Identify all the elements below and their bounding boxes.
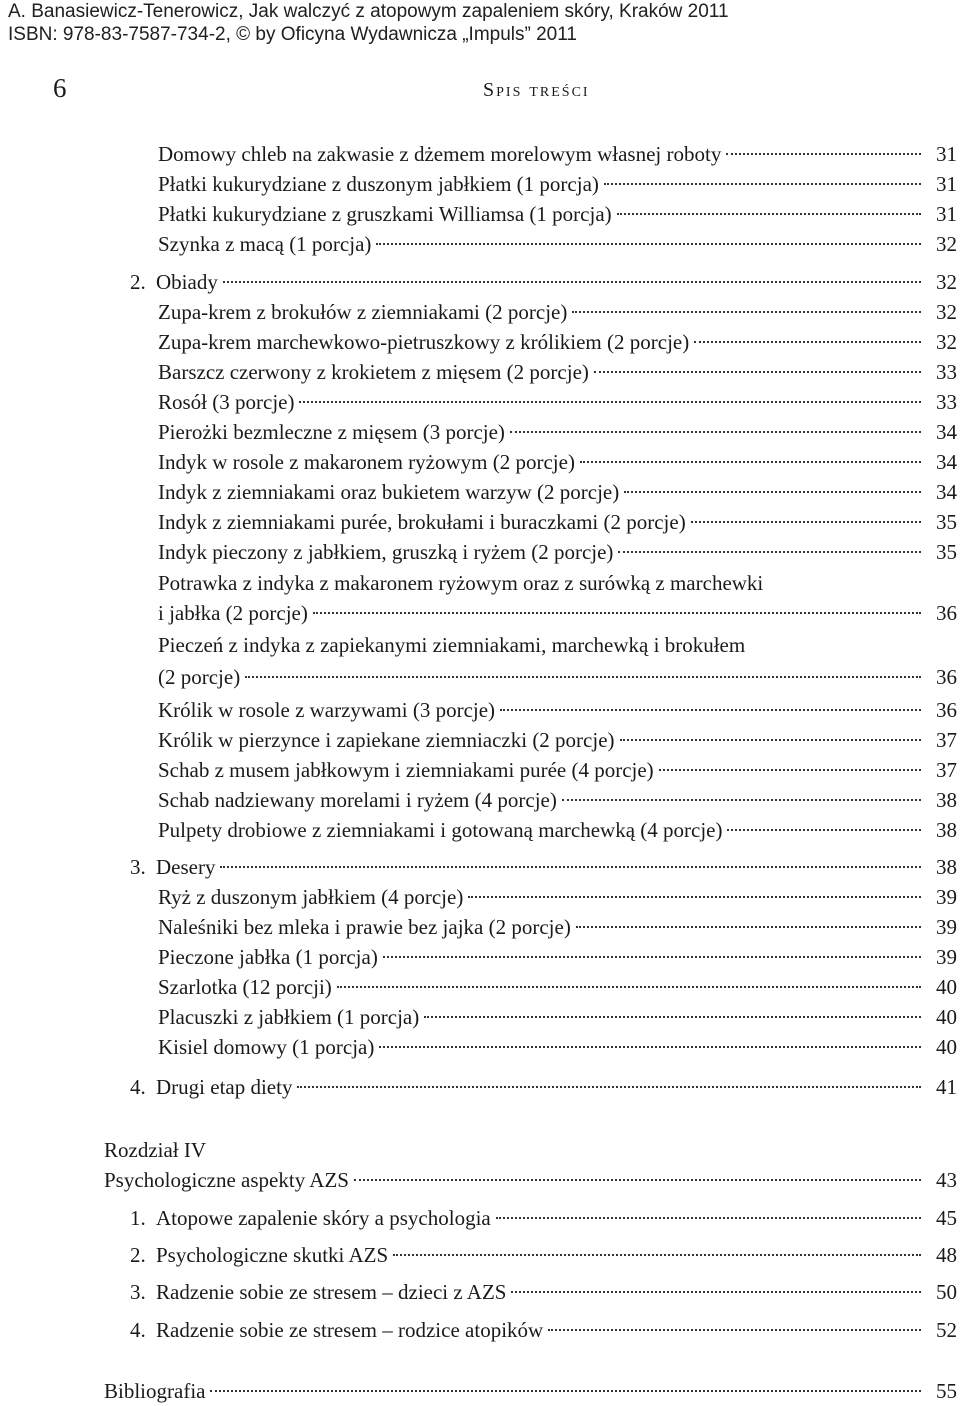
toc-entry-title: i jabłka (2 porcje) [158,601,308,625]
toc-entry-page: 32 [936,232,957,256]
dot-leader [500,709,921,711]
toc-entry [158,417,957,447]
toc-entry [158,169,957,199]
chapter-title-entry [104,1165,957,1195]
toc-entry [158,387,957,417]
toc-entry-title: Barszcz czerwony z krokietem z mięsem (2 porcje) [158,360,589,384]
toc-entry-number: 2. [130,1243,146,1267]
toc-entry-title: Ryż z duszonym jabłkiem (4 porcje) [158,885,464,909]
toc-entry-page: 31 [936,172,957,196]
toc-entry [158,139,957,169]
dot-leader [376,243,921,245]
toc-entry-page: 31 [936,202,957,226]
book-citation-line: A. Banasiewicz-Tenerowicz, Jak walczyć z atopowym zapaleniem skóry, Kraków 2011 [8,1,729,22]
toc-entry [158,662,957,692]
toc-entry-page: 40 [936,1035,957,1059]
toc-entry [158,755,957,785]
toc-entry-title: Pulpety drobiowe z ziemniakami i gotowaną marchewką (4 porcje) [158,818,723,842]
toc-entry-title: Królik w pierzynce i zapiekane ziemniaczki (2 porcje) [158,728,615,752]
bibliography-entry [104,1376,957,1406]
dot-leader [659,769,921,771]
toc-entry [158,199,957,229]
dot-leader [572,311,921,313]
toc-entry-title: Indyk w rosole z makaronem ryżowym (2 porcje) [158,450,575,474]
dot-leader [562,799,921,801]
toc-entry [158,882,957,912]
toc-entry-page: 40 [936,975,957,999]
dot-leader [511,1291,921,1293]
toc-section [130,1277,957,1307]
toc-entry-page: 45 [936,1206,957,1230]
toc-section [130,267,957,297]
toc-entry-page: 55 [936,1379,957,1403]
dot-leader [726,153,921,155]
toc-entry [158,327,957,357]
toc-entry-title: Obiady [156,270,218,294]
toc-entry-page: 35 [936,540,957,564]
dot-leader [604,183,921,185]
toc-entry-title: Kisiel domowy (1 porcja) [158,1035,375,1059]
toc-section [130,1315,957,1345]
toc-entry-page: 52 [936,1318,957,1342]
toc-entry [158,695,957,725]
toc-entry [158,447,957,477]
toc-entry-title: Indyk z ziemniakami oraz bukietem warzyw (2 porcje) [158,480,620,504]
dot-leader [618,551,921,553]
dot-leader [510,431,921,433]
dot-leader [220,866,921,868]
toc-entry-page: 32 [936,330,957,354]
toc-entry-title: Drugi etap diety [156,1075,293,1099]
toc-entry-title: Szynka z macą (1 porcja) [158,232,372,256]
toc-entry [158,297,957,327]
toc-entry-page: 50 [936,1280,957,1304]
toc-entry [158,942,957,972]
toc-entry-page: 31 [936,142,957,166]
toc-entry-number: 2. [130,270,146,294]
toc-entry-title: Radzenie sobie ze stresem – dzieci z AZS [156,1280,507,1304]
toc-entry-title: Desery [156,855,216,879]
toc-entry-page: 38 [936,788,957,812]
toc-entry [158,912,957,942]
toc-entry [158,229,957,259]
toc-entry-page: 34 [936,450,957,474]
toc-section [130,1240,957,1270]
page-number: 6 [53,73,67,103]
toc-entry-title: Zupa-krem marchewkowo-pietruszkowy z królikiem (2 porcje) [158,330,690,354]
dot-leader [393,1254,921,1256]
toc-entry [158,972,957,1002]
toc-entry-title: Zupa-krem z brokułów z ziemniakami (2 porcje) [158,300,568,324]
toc-entry [158,785,957,815]
toc-entry-page: 34 [936,480,957,504]
dot-leader [694,341,921,343]
dot-leader [691,521,921,523]
toc-entry-page: 37 [936,758,957,782]
toc-entry-title: Indyk z ziemniakami purée, brokułami i buraczkami (2 porcje) [158,510,686,534]
dot-leader [210,1390,921,1392]
dot-leader [580,461,921,463]
toc-entry-page: 34 [936,420,957,444]
toc-entry-title: Pierożki bezmleczne z mięsem (3 porcje) [158,420,505,444]
toc-entry-page: 33 [936,360,957,384]
toc-entry-number: 1. [130,1206,146,1230]
toc-entry-title: Psychologiczne aspekty AZS [104,1168,349,1192]
dot-leader [223,281,921,283]
toc-entry [158,1002,957,1032]
chapter-label: Rozdział IV [104,1138,207,1162]
dot-leader [617,213,921,215]
toc-entry-number: 4. [130,1318,146,1342]
toc-entry-page: 40 [936,1005,957,1029]
toc-entry [158,357,957,387]
toc-entry [158,507,957,537]
toc-entry [158,537,957,567]
toc-entry-title: Naleśniki bez mleka i prawie bez jajka (2 porcje) [158,915,571,939]
toc-entry-number: 3. [130,1280,146,1304]
dot-leader [468,896,921,898]
toc-entry-page: 36 [936,601,957,625]
toc-section [130,852,957,882]
dot-leader [496,1217,921,1219]
dot-leader [337,986,921,988]
toc-entry-title: Królik w rosole z warzywami (3 porcje) [158,698,496,722]
toc-entry-title-line: Potrawka z indyka z makaronem ryżowym oraz z surówką z marchewki [158,571,764,595]
toc-entry-page: 39 [936,915,957,939]
dot-leader [727,829,921,831]
toc-entry-page: 39 [936,885,957,909]
toc-entry-page: 41 [936,1075,957,1099]
toc-entry-number: 4. [130,1075,146,1099]
toc-entry-title-line: Pieczeń z indyka z zapiekanymi ziemniakami, marchewką i brokułem [158,633,746,657]
toc-entry-title: Bibliografia [104,1379,206,1403]
toc-entry-title: Płatki kukurydziane z duszonym jabłkiem (1 porcja) [158,172,599,196]
isbn-copyright-line: ISBN: 978-83-7587-734-2, © by Oficyna Wydawnicza „Impuls” 2011 [8,24,577,45]
toc-entry-page: 43 [936,1168,957,1192]
dot-leader [297,1086,921,1088]
toc-entry-title: Indyk pieczony z jabłkiem, gruszką i ryżem (2 porcje) [158,540,614,564]
toc-entry-page: 38 [936,818,957,842]
dot-leader [576,926,921,928]
toc-entry-page: 32 [936,270,957,294]
toc-entry-number: 3. [130,855,146,879]
toc-entry-title: Psychologiczne skutki AZS [156,1243,389,1267]
toc-entry [158,725,957,755]
toc-entry-page: 33 [936,390,957,414]
toc-entry-title: Szarlotka (12 porcji) [158,975,332,999]
toc-entry-title: Pieczone jabłka (1 porcja) [158,945,378,969]
toc-entry [158,815,957,845]
toc-entry [158,1032,957,1062]
dot-leader [313,612,921,614]
dot-leader [624,491,921,493]
dot-leader [354,1179,921,1181]
toc-entry-page: 39 [936,945,957,969]
toc-entry-page: 32 [936,300,957,324]
toc-entry-page: 38 [936,855,957,879]
dot-leader [424,1016,921,1018]
toc-entry-page: 36 [936,665,957,689]
toc-entry-title: Radzenie sobie ze stresem – rodzice atopików [156,1318,544,1342]
dot-leader [594,371,921,373]
dot-leader [383,956,921,958]
dot-leader [548,1329,921,1331]
toc-entry-title: Atopowe zapalenie skóry a psychologia [156,1206,491,1230]
running-head: Spis treści [483,79,590,101]
toc-entry-page: 48 [936,1243,957,1267]
toc-entry-title: (2 porcje) [158,665,241,689]
toc-entry-title: Domowy chleb na zakwasie z dżemem morelowym własnej roboty [158,142,722,166]
dot-leader [379,1046,921,1048]
toc-entry-page: 36 [936,698,957,722]
toc-section [130,1072,957,1102]
dot-leader [620,739,921,741]
dot-leader [299,401,921,403]
toc-entry [158,477,957,507]
toc-entry-title: Schab z musem jabłkowym i ziemniakami purée (4 porcje) [158,758,654,782]
dot-leader [245,676,921,678]
toc-entry-title: Płatki kukurydziane z gruszkami Williamsa (1 porcja) [158,202,612,226]
toc-entry-title: Placuszki z jabłkiem (1 porcja) [158,1005,420,1029]
toc-entry-title: Rosół (3 porcje) [158,390,295,414]
toc-section [130,1203,957,1233]
toc-entry-page: 37 [936,728,957,752]
toc-entry-page: 35 [936,510,957,534]
toc-entry-title: Schab nadziewany morelami i ryżem (4 porcje) [158,788,557,812]
toc-entry [158,598,957,628]
